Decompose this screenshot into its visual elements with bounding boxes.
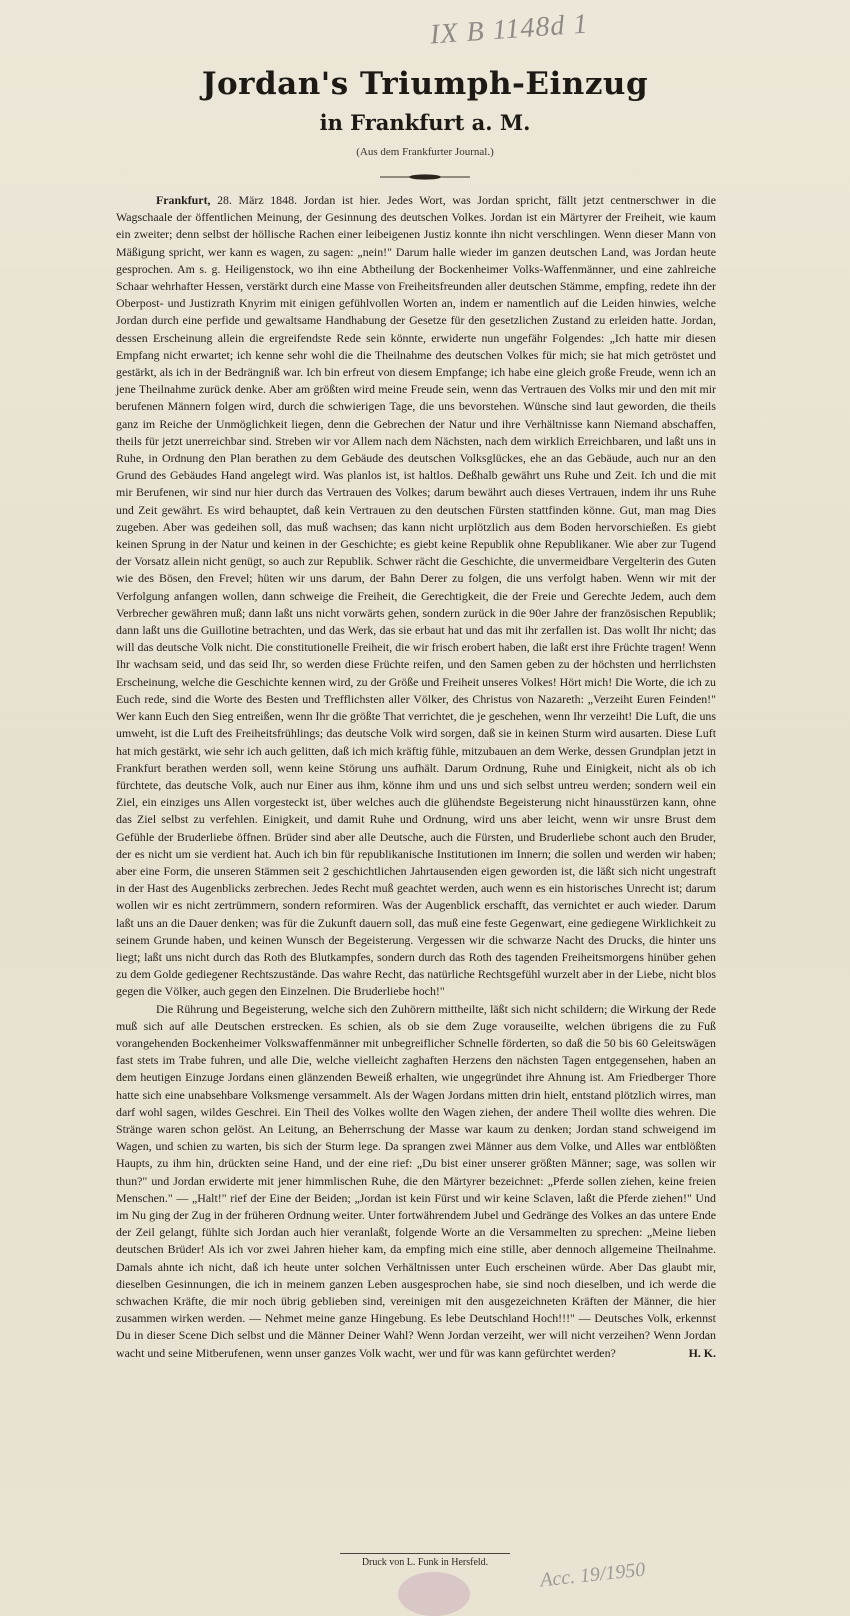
dateline: Frankfurt, (156, 193, 211, 207)
paragraph (116, 192, 716, 1001)
paragraph-text: Die Rührung und Begeisterung, welche sich den Zuhörern mittheilte, läßt sich nicht schildern; die Wirkung der Rede muß sich auf alle Deutschen erstrecken. Es schien, als ob sie dem Zuge vorauseilte, welchen übrigens die zu Fuß vorangehenden Bockenheimer Volkswaffenmänner mit unbegreiflicher Schnelle förderten, so daß die 50 bis 60 Geleitswägen fast stets im Trabe fuhren, und alle Die, welche vielleicht zaghaften Herzens den nächsten Tagen entgegensehen, haben an dem heutigen Einzuge Jordans einen glänzenden Beweiß erhalten, wie ungegründet ihre Ahnung ist. Am Friedberger Thore hatte sich eine unabsehbare Volksmenge versammelt. Als der Wagen Jordans mitten drin hielt, entstand plötzlich wirres, man darf wohl sagen, wildes Geschrei. Ein Theil des Volkes wollte den Wagen ziehen, der andere Theil wollte dies wehren. Die Stränge waren schon gelöst. An Leitung, an Beherrschung der Masse war kaum zu denken; Jordan stand schweigend im Wagen, und schien zu warten, bis sich der Sturm lege. Da sprangen zwei Männer aus dem Volke, und Alles war entblößten Haupts, zu ihm hin, drückten seine Hand, und der eine rief: „Du bist einer unserer größten Männer; sage, was sollen wir thun?" und Jordan erwiderte mit jener himmlischen Ruhe, die den Märtyrer bezeichnet: „Pferde sollen ziehen, keine freien Menschen." — „Halt!" rief der Eine der Beiden; „Jordan ist kein Fürst und wir keine Sclaven, laßt die Pferde ziehen!" Und im Nu ging der Zug in der früheren Ordnung weiter. Unter fortwährendem Jubel und Gedränge des Volkes an das untere Ende der Zeil gelangt, fühlte sich Jordan auch hier veranlaßt, folgende Worte an die Versammelten zu sprechen: „Meine lieben deutschen Brüder! Als ich vor zwei Jahren hieher kam, da empfing mich eine stille, aber dennoch allgemeine Theilnahme. Damals ahnte ich nicht, daß ich heute unter solchen Verhältnissen unter Euch erscheinen würde. Aber Das glaubt mir, dieselben Gesinnungen, die ich in meinem ganzen Leben ausgesprochen habe, sie sind noch dieselben, und ich werde die schwachen Kräfte, die mir noch übrig geblieben sind, vereinigen mit den ausgezeichneten Kräften der Männer, die hier zusammen wirken werden. — Nehmet meine ganze Hingebung. Es lebe Deutschland Hoch!!!" — Deutsches Volk, erkennst Du in dieser Scene Dich selbst und die Männer Deiner Wahl? Wenn Jordan verzeiht, wer will nicht verzeihen? Wenn Jordan wacht und seine Mitberufenen, wenn unser ganzes Volk wacht, wer und für was kann gefürchtet werden? (116, 1001, 716, 1360)
source-note: (Aus dem Frankfurter Journal.) (356, 146, 494, 158)
archive-note: Acc. 19/1950 (539, 1558, 647, 1592)
article-body (116, 192, 716, 1362)
document-title: Jordan's Triumph-Einzug (201, 66, 649, 102)
library-stamp (398, 1572, 470, 1616)
printer-imprint: Druck von L. Funk in Hersfeld. (361, 1557, 489, 1568)
paragraph-text: 28. März 1848. Jordan ist hier. Jedes Wort, was Jordan spricht, fällt jetzt centnerschwer in die Wagschaale der öffentlichen Meinung, der Gesinnung des deutschen Volkes. Jordan ist ein Märtyrer der Freiheit, wie kaum ein zweiter; denn selbst der höllische Rachen einer leibeigenen Justiz konnte ihn nicht verschlingen. Wenn dieser Mann von Mäßigung spricht, wer kann es wagen, zu sagen: „nein!" Darum halle wieder im ganzen deutschen Land, was Jordan heute gesprochen. Am s. g. Heiligenstock, wo ihn eine Abtheilung der Bockenheimer Volks-Waffenmänner, und eine zahlreiche Schaar wehrhafter Hessen, verstärkt durch eine Masse von Freiheitsfreunden aller deutschen Stämme, empfing, redete ihn der Oberpost- und Justizrath Knyrim mit einigen gefühlvollen Worten an, indem er namentlich auf die Leiden hinwies, welche Jordan durch eine perfide und gewaltsame Handhabung der Gesetze für den gesetzlichen Zustand zu erleiden hatte. Jordan, dessen Erscheinung allein die ergreifendste Rede sein könnte, erwiderte nun ungefähr Folgendes: „Ich hatte mir diesen Empfang nicht erwartet; ich kenne sehr wohl die die Theilnahme des deutschen Volkes für mich; sie hat mich getröstet und gestärkt, als ich in der Bedrängniß war. Ich bin erfreut von diesem Empfange; ich habe eine gleich große Freude, wenn ich an jene Theilnahme zurück denke. Aber am größten wird meine Freude sein, wenn das Vertrauen des Volks mir und den mit mir berufenen Männern folgen wird, durch die schwierigen Tage, die uns bevorstehen. Wünsche sind laut geworden, die theils ganz im Reiche der Unmöglichkeit liegen, denn die Gebrechen der Natur und ihre Verhältnisse kann Niemand abschaffen, theils für jetzt unerreichbar sind. Streben wir vor Allem nach dem Nächsten, nach dem wirklich Erreichbaren, und laßt uns in Ruhe, in Ordnung den Plan berathen zu dem Gebäude des deutschen Volksglückes, ehe an das Gebäude, auch nur an den Grund des Gebäudes Hand angelegt wird. Was planlos ist, ist haltlos. Deßhalb gewährt uns Ruhe und Zeit. Ich und die mit mir Berufenen, wir sind nur hier durch das Vertrauen des Volkes; darum bewährt auch dieses Vertrauen, indem ihr uns Ruhe und Zeit gewährt. Es wird behauptet, daß kein Vertrauen zu den deutschen Fürsten stattfinden könne. Gut, man mag Dies zugeben. Aber was gedeihen soll, das muß wachsen; das kann nicht urplötzlich aus dem Boden hervorschießen. Es giebt keinen Sprung in der Natur und keinen in der Geschichte; es giebt keine Republik ohne Republikaner. Wie aber zur Tugend der Vorsatz allein nicht genügt, so auch zur Republik. Schwer rächt die Geschichte, die unvermeidbare Vergelterin des Guten wie des Bösen, den Frevel; hüten wir uns darum, der Bahn Derer zu folgen, die uns verfolgt haben. Wenn wir mit der Verfolgung anfangen wollen, dann schweige die Freiheit, die Gerechtigkeit, die der Freie und Gerechte Jedem, auch dem Verbrecher gewähren muß; dann laßt uns nicht vorwärts gehen, sondern zurück in die 90er Jahre der französischen Republik; dann laßt uns die Guillotine betrachten, und das Werk, das sie erbaut hat und das mit ihr zerfallen ist. Das wollt Ihr nicht; das will das deutsche Volk nicht. Die constitutionelle Freiheit, die wir frisch erobert haben, die laßt erst ihre Früchte tragen! Wenn Ihr wachsam seid, und das seid Ihr, so werden diese Früchte reifen, und den Samen geben zu der höchsten und herrlichsten Erscheinung, welche die Geschichte kennen wird, zu der Größe und Freiheit unseres Volkes! Hört mich! Die Worte, die ich zu Euch rede, sind die Worte des Besten und Trefflichsten aller Völker, des Christus von Nazareth: „Verzeiht Euren Feinden!" Wer kann Euch den Sieg entreißen, wenn Ihr die größte That verrichtet, die je geschehen, wenn Ihr verzeiht! Die Luft, die uns umweht, ist die Luft des Freiheitsfrühlings; das deutsche Volk wird sorgen, daß sie in keinen Sturm wird ausarten. Diese Luft hat mich gestärkt, wie sehr ich auch gelitten, daß ich mich kräftig fühle, mitzubauen an dem Werke, dessen Grundplan jetzt in Frankfurt berathen werden soll, wenn keine Störung uns aufhält. Darum Ordnung, Ruhe und Einigkeit, nicht als ob ich fürchtete, das deutsche Volk, auch nur Einer aus ihm, könne ihm und uns und sich selbst untreu werden; sondern weil ein Ziel, ein einziges uns Allen vorgesteckt ist, über welches auch die glühendste Begeisterung nicht hinausstürzen kann, ohne das Ziel selbst zu verfehlen. Einigkeit, und damit Ruhe und Ordnung, wird uns aber leicht, wenn wir unsre Brust dem Gefühle der Bruderliebe öffnen. Brüder sind aber alle Deutsche, auch die Fürsten, und Bruderliebe schont auch den Bruder, der es nicht um sie verdient hat. Auch ich bin für republikanische Institutionen im Innern; die sollen und werden wir haben; aber eine Form, die unseren Stämmen seit 2 geschichtlichen Jahrtausenden eigen geworden ist, die läßt sich nicht ungestraft in der Hast des Augenblicks zerbrechen. Jedes Recht muß geachtet werden, auch wenn es ein historisches Unrecht ist; darum wollen wir es nicht zertrümmern, sondern reformiren. Was der Augenblick erschafft, das vernichtet er auch wieder. Darum laßt uns an die Dauer denken; was für die Zukunft dauern soll, das muß eine feste Gegenwart, eine gediegene Wirklichkeit zu seinem Grunde haben, und keinen Wunsch der Begeisterung. Vergessen wir die schwarze Nacht des Drucks, die hinter uns liegt; laßt uns nicht durch das Roth des Blutkampfes, sondern durch das Roth des tagenden Freiheitsmorgens hinüber gehen zu dem Golde gediegener Rechtszustände. Das wahre Recht, das natürliche Rechtsgefühl wurzelt aber in der Liebe, nicht blos gegen die Völker, auch gegen den Einzelnen. Die Bruderliebe hoch!" (116, 193, 716, 999)
ornament-divider (380, 172, 470, 182)
footer-rule (340, 1553, 510, 1554)
paragraph (116, 1001, 716, 1362)
archive-shelfmark: IX B 1148d 1 (429, 8, 590, 51)
document-subtitle: in Frankfurt a. M. (319, 110, 531, 135)
signature: H. K. (688, 1345, 716, 1360)
